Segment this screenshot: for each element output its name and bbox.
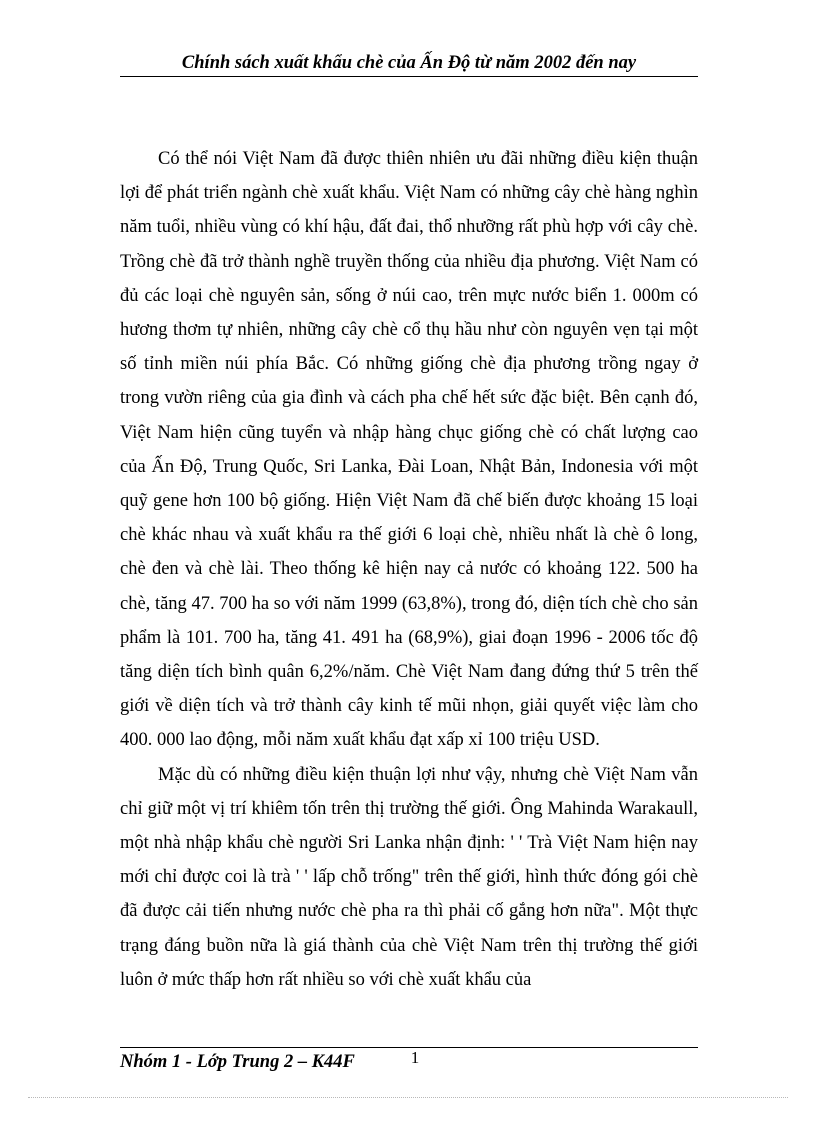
paragraph-1: Có thể nói Việt Nam đã được thiên nhiên ưu đãi những điều kiện thuận lợi để phát triển ngành chè xuất khẩu. Việt Nam có những cây chè hàng nghìn năm tuổi, nhiều vùng có khí hậu, đất đai, thổ nhưỡng rất phù hợp với cây chè. Trồng chè đã trở thành nghề truyền thống của nhiều địa phương. Việt Nam có đủ các loại chè nguyên sản, sống ở núi cao, trên mực nước biển 1. 000m có hương thơm tự nhiên, những cây chè cổ thụ hầu như còn nguyên vẹn tại một số tỉnh miền núi phía Bắc. Có những giống chè địa phương trồng ngay ở trong vườn riêng của gia đình và cách pha chế hết sức đặc biệt. Bên cạnh đó, Việt Nam hiện cũng tuyển và nhập hàng chục giống chè có chất lượng cao của Ấn Độ, Trung Quốc, Sri Lanka, Đài Loan, Nhật Bản, Indonesia với một quỹ gene hơn 100 bộ giống. Hiện Việt Nam đã chế biến được khoảng 15 loại chè khác nhau và xuất khẩu ra thế giới 6 loại chè, nhiều nhất là chè ô long, chè đen và chè lài. Theo thống kê hiện nay cả nước có khoảng 122. 500 ha chè, tăng 47. 700 ha so với năm 1999 (63,8%), trong đó, diện tích chè cho sản phẩm là 101. 700 ha, tăng 41. 491 ha (68,9%), giai đoạn 1996 - 2006 tốc độ tăng diện tích bình quân 6,2%/năm. Chè Việt Nam đang đứng thứ 5 trên thế giới về diện tích và trở thành cây kinh tế mũi nhọn, giải quyết việc làm cho 400. 000 lao động, mỗi năm xuất khẩu đạt xấp xỉ 100 triệu USD. [120,149,698,751]
document-body [120,142,698,997]
paragraph-2: Mặc dù có những điều kiện thuận lợi như vậy, nhưng chè Việt Nam vẫn chỉ giữ một vị trí khiêm tốn trên thị trường thế giới. Ông Mahinda Warakaull, một nhà nhập khẩu chè người Sri Lanka nhận định: ' ' Trà Việt Nam hiện nay mới chỉ được coi là trà ' ' lấp chỗ trống" trên thế giới, hình thức đóng gói chè đã được cải tiến nhưng nước chè pha ra thì phải cố gắng hơn nữa". Một thực trạng đáng buồn nữa là giá thành của chè Việt Nam trên thị trường thế giới luôn ở mức thấp hơn rất nhiều so với chè xuất khẩu của [120,764,698,990]
running-header-title: Chính sách xuất khẩu chè của Ấn Độ từ năm 2002 đến nay [181,53,637,73]
page-edge-divider [28,1097,788,1098]
header-rule [120,76,698,77]
page-number: 1 [410,1048,420,1067]
footer-group-label: Nhóm 1 - Lớp Trung 2 – K44F [120,1052,355,1072]
